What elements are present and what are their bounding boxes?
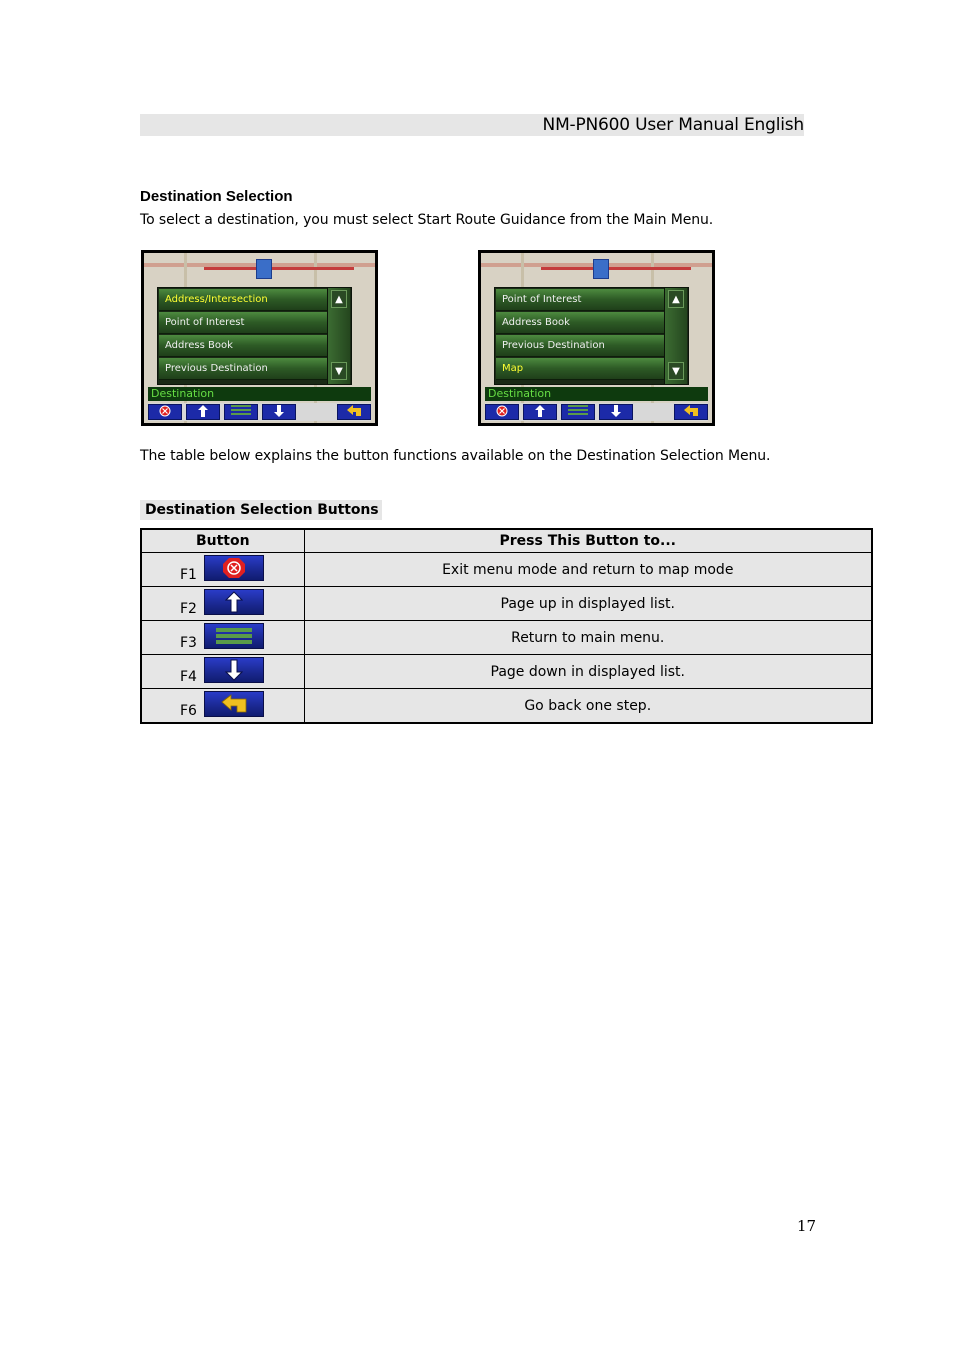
table-header-row <box>141 529 872 553</box>
key-label: F2 <box>180 601 197 617</box>
function-desc: Go back one step. <box>304 689 872 724</box>
stop-icon[interactable] <box>485 404 519 420</box>
function-desc: Page down in displayed list. <box>304 655 872 689</box>
page-up-icon <box>204 589 264 615</box>
function-desc: Exit menu mode and return to map mode <box>304 553 872 587</box>
table-row <box>141 553 872 587</box>
table-caption: Destination Selection Buttons <box>140 500 382 520</box>
title-bar: Destination <box>148 387 371 401</box>
function-key-bar <box>148 403 371 421</box>
intro-text: To select a destination, you must select Start Route Guidance from the Main Menu. <box>140 212 714 228</box>
menu-item[interactable]: Address/Intersection <box>159 289 342 311</box>
page-down-icon[interactable] <box>599 404 633 420</box>
page-up-icon[interactable] <box>523 404 557 420</box>
key-label: F3 <box>180 635 197 651</box>
destination-menu <box>494 287 689 385</box>
map-pin-icon <box>593 259 609 279</box>
destination-menu <box>157 287 352 385</box>
key-cell <box>141 621 304 655</box>
scroll-up-icon[interactable]: ▲ <box>668 290 684 308</box>
page-down-icon <box>204 657 264 683</box>
map-pin-icon <box>256 259 272 279</box>
menu-item[interactable]: Previous Destination <box>159 358 342 380</box>
main-menu-icon <box>204 623 264 649</box>
page-up-icon[interactable] <box>186 404 220 420</box>
function-desc: Page up in displayed list. <box>304 587 872 621</box>
back-icon[interactable] <box>674 404 708 420</box>
menu-item[interactable]: Map <box>496 358 679 380</box>
manual-title: NM-PN600 User Manual English <box>542 115 804 135</box>
table-row <box>141 655 872 689</box>
main-menu-icon[interactable] <box>224 404 258 420</box>
table-row <box>141 621 872 655</box>
page-down-icon[interactable] <box>262 404 296 420</box>
function-key-bar <box>485 403 708 421</box>
menu-scrollbar[interactable] <box>664 288 687 384</box>
stop-icon[interactable] <box>148 404 182 420</box>
stop-icon <box>204 555 264 581</box>
table-row <box>141 689 872 724</box>
scroll-down-icon[interactable]: ▼ <box>331 362 347 380</box>
button-table <box>140 528 873 724</box>
map-screen <box>481 253 712 423</box>
title-bar: Destination <box>485 387 708 401</box>
menu-item[interactable]: Point of Interest <box>496 289 679 311</box>
section-heading: Destination Selection <box>140 188 293 205</box>
menu-scrollbar[interactable] <box>327 288 350 384</box>
menu-item[interactable]: Address Book <box>159 335 342 357</box>
key-cell <box>141 587 304 621</box>
back-icon <box>204 691 264 717</box>
device-screenshot-2 <box>478 250 715 426</box>
key-cell <box>141 655 304 689</box>
scroll-up-icon[interactable]: ▲ <box>331 290 347 308</box>
table-row <box>141 587 872 621</box>
header-button: Button <box>141 529 304 553</box>
back-icon[interactable] <box>337 404 371 420</box>
explanation-text: The table below explains the button functions available on the Destination Selection Menu. <box>140 448 771 464</box>
menu-item[interactable]: Previous Destination <box>496 335 679 357</box>
key-cell <box>141 553 304 587</box>
menu-item[interactable]: Address Book <box>496 312 679 334</box>
menu-item[interactable]: Point of Interest <box>159 312 342 334</box>
key-label: F6 <box>180 703 197 719</box>
scroll-down-icon[interactable]: ▼ <box>668 362 684 380</box>
key-label: F4 <box>180 669 197 685</box>
key-cell <box>141 689 304 724</box>
page-number: 17 <box>797 1217 817 1235</box>
device-screenshot-1 <box>141 250 378 426</box>
header-bar <box>140 114 804 136</box>
function-desc: Return to main menu. <box>304 621 872 655</box>
header-function: Press This Button to... <box>304 529 872 553</box>
main-menu-icon[interactable] <box>561 404 595 420</box>
map-screen <box>144 253 375 423</box>
key-label: F1 <box>180 567 197 583</box>
